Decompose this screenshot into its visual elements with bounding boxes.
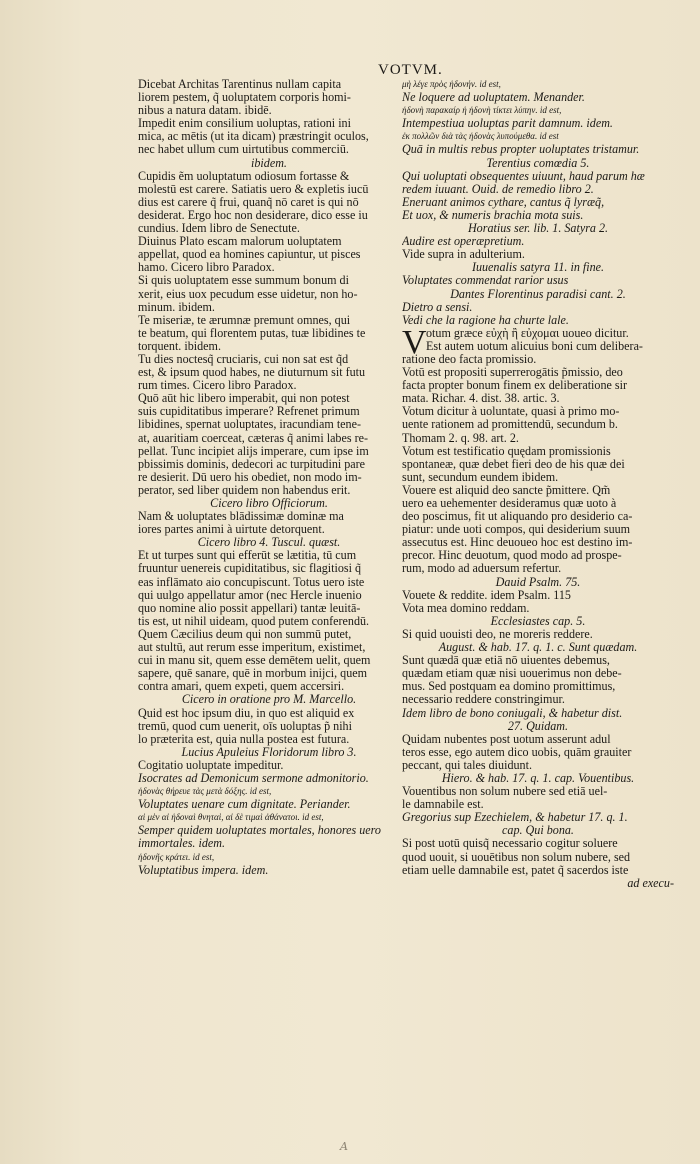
text-line: piatur: unde uoti compos, qui desiderium suum [402, 523, 631, 537]
text-line: precor. Hinc deuotum, quod modo ad prospe- [402, 549, 622, 563]
text-line: appellat, quod ea homines capiuntur, ut pisces [138, 248, 361, 262]
text-line: eas inflāmato aio concupiscunt. Totus uero iste [138, 575, 365, 589]
text-line: quod uouit, si uouētibus non solum nubere, sed [402, 850, 631, 864]
text-line: quædam etiam quæ nisi uouerimus non debe- [402, 667, 622, 681]
text-line: Est autem uotum alicuius boni cum delibera- [426, 339, 643, 353]
text-line: Idem libro de bono coniugali, & habetur dist. [402, 706, 623, 720]
right-column [402, 78, 674, 890]
text-line: otum græce εὐχὴ ἢ εὐχομαι uoueo dicitur. [426, 326, 629, 340]
text-line: Audire est operæpretium. [402, 235, 525, 249]
text-line: necessario reddere constringimur. [402, 693, 565, 707]
text-line: Vouete & reddite. idem Psalm. 115 [402, 588, 571, 602]
text-line: Terentius comœdia 5. [486, 156, 590, 170]
text-line: Iuuenalis satyra 11. in fine. [471, 261, 605, 275]
text-line: Vouentibus non solum nubere sed etiā uel- [402, 785, 608, 799]
signature-mark: A [340, 1140, 348, 1153]
text-line: Gregorius sup Ezechielem, & habetur 17. q. 1. [402, 811, 628, 825]
text-line: iores partes animi à uirtute detorquent. [138, 523, 325, 537]
left-column [138, 78, 400, 877]
text-line: deo poscimus, fit ut aliquando pro desiderio ca- [402, 510, 633, 524]
text-line: Impedit enim consilium uoluptas, rationi ini [138, 117, 351, 131]
text-line: αἱ μὲν αἱ ἡδοναὶ θνηταὶ, αἱ δὲ τιμαὶ ἀθάνατοι. id est, [138, 812, 324, 823]
text-line: pbissimis dominis, dedecori ac turpitudini pare [138, 457, 366, 471]
text-line: Tu dies noctesq̃ cruciaris, cui non sat est q̃d [138, 352, 349, 366]
text-line: Diuinus Plato escam malorum uoluptatem [138, 235, 342, 249]
text-line: Ecclesiastes cap. 5. [490, 614, 586, 628]
text-line: libidines, spernat uoluptates, iracundiam tene- [138, 418, 361, 432]
text-line: perator, sed liber quidem non habendus erit. [138, 483, 351, 497]
text-line: est, & ipsum quod habes, ne diuturnum sit futu [138, 366, 366, 380]
text-line: Quā in multis rebus propter uoluptates tristamur. [402, 143, 640, 157]
text-line: Horatius ser. lib. 1. Satyra 2. [467, 222, 609, 236]
text-line: ἐκ πολλῶν διὰ τὰς ἡδονὰς λυπούμεθα. id est [402, 131, 559, 142]
text-line: desiderat. Ergo hoc non desiderare, dico esse iu [138, 208, 368, 222]
dropcap: V [402, 323, 427, 361]
text-line: Et uox, & numeris brachia mota suis. [402, 208, 584, 222]
text-line: Intempestiua uoluptas parit damnum. idem. [402, 117, 613, 131]
text-line: peccant, qui tales diuidunt. [402, 758, 532, 772]
text-line: tis est, ut nihil uideam, quod putem conferendū. [138, 614, 370, 628]
text-line: Dietro a sensi. [402, 300, 473, 314]
text-line: Votum est testificatio quędam promissionis [402, 444, 611, 458]
text-line: Eneruant animos cythare, cantus q̃ lyræq̃, [402, 195, 605, 209]
text-line: cundius. Idem libro de Senectute. [138, 222, 300, 236]
text-line: Hiero. & hab. 17. q. 1. cap. Vouentibus. [441, 771, 635, 785]
text-line: Vedi che la ragione ha churte lale. [402, 313, 569, 327]
text-line: quo nomine alio possit appellari) tantæ leuitā- [138, 601, 361, 615]
text-line: Voluptates uenare cum dignitate. Periander. [138, 798, 351, 812]
text-line: re desierit. Dū uero his obediet, non modo im- [138, 470, 362, 484]
text-line: Quem Cæcilius deum qui non summū putet, [138, 627, 352, 641]
text-line: facta propter bonum finem ex deliberatione sir [402, 379, 627, 393]
text-line: Voluptates commendat rarior usus [402, 274, 569, 288]
text-line: minum. ibidem. [138, 300, 215, 314]
text-line: at, auaritiam coerceat, cæteras q̃ animi labes re- [138, 431, 368, 445]
text-line: Ne loquere ad uoluptatem. Menander. [402, 91, 585, 105]
text-line: xerit, eius uox pecudum esse uidetur, non ho- [138, 287, 358, 301]
text-line: uero ea uehementer desideramus quæ uoto à [402, 497, 617, 510]
text-line: Vide supra in adulterium. [402, 248, 525, 262]
text-line: redem iuuant. Ouid. de remedio libro 2. [402, 182, 594, 196]
text-line: lo præterita est, quia nulla postea est futura. [138, 732, 350, 746]
text-line: te beatum, qui florentem putas, tuæ libidines te [138, 326, 366, 340]
text-line: Cicero libro 4. Tuscul. quæst. [197, 536, 341, 550]
text-line: Si quid uouisti deo, ne moreris reddere. [402, 627, 593, 641]
text-line: Sunt quædā quæ etiā nō uiuentes debemus, [402, 654, 610, 668]
text-line: rum, modo ad aduersum refertur. [402, 562, 562, 576]
text-line: pellat. Tunc incipiet alijs imperare, cum ipse im [138, 444, 369, 458]
text-line: fruuntur uenereis cupiditatibus, sic flagitiosi q̃ [138, 562, 362, 576]
text-line: cui in manu sit, quem esse demētem uelit, quem [138, 654, 371, 668]
text-line: nibus a natura datam. ibidē. [138, 104, 272, 118]
text-line: Thomam 2. q. 98. art. 2. [402, 431, 519, 445]
text-line: qui uulgo appellatur amor (nec Hercle inuenio [138, 588, 362, 602]
text-line: uente rationem ad promittendū, secundum b. [402, 418, 618, 432]
text-line: ἡδονὰς θήρευε τὰς μετὰ δόξης. id est, [138, 786, 272, 797]
text-line: Cogitatio uoluptate impeditur. [138, 758, 284, 772]
text-line: immortales. idem. [138, 837, 226, 851]
text-line: Cicero libro Officiorum. [210, 497, 328, 510]
text-line: Si post uotū quisq̃ necessario cogitur soluere [402, 837, 618, 851]
running-head: VOTVM. [378, 62, 443, 78]
text-line: molestū est carere. Satiatis uero & expletis iucū [138, 182, 369, 196]
text-line: Isocrates ad Demonicum sermone admonitorio. [138, 771, 369, 785]
text-line: sapere, quē sanare, quē in morbum inijci, quem [138, 667, 368, 681]
text-line: Te miseriæ, te ærumnæ premunt omnes, qui [138, 313, 351, 327]
text-line: etiam uelle damnabile est, patet q̃ sacerdos iste [402, 863, 629, 877]
text-line: liorem pestem, q̃ uoluptatem corporis homi- [138, 91, 351, 105]
text-line: mica, ac mētis (ut ita dicam) præstringit oculos, [138, 130, 369, 144]
text-line: Votum dicitur à uoluntate, quasi à primo mo- [402, 405, 620, 419]
text-line: Si quis uoluptatem esse summum bonum di [138, 274, 349, 288]
text-line: teros esse, ego autem dico uobis, quām grauiter [402, 745, 632, 759]
text-line: Quidam nubentes post uotum asserunt adul [402, 732, 611, 746]
text-line: Qui uoluptati obsequentes uiuunt, haud parum hæ [402, 169, 645, 183]
text-line: assecutus est. Hinc deuoueo hoc est destino im- [402, 536, 633, 550]
text-line: le damnabile est. [402, 798, 484, 812]
text-line: Dantes Florentinus paradisi cant. 2. [450, 287, 626, 301]
text-line: 27. Quidam. [507, 719, 569, 733]
text-line: ratione deo facta promissio. [402, 352, 537, 366]
text-line: cap. Qui bona. [502, 824, 574, 838]
text-line: Cupidis ẽm uoluptatum odiosum fortasse & [138, 169, 350, 183]
text-line: suis cupiditatibus imperare? Refrenet primum [138, 405, 360, 419]
text-line: ἡδονὴ παρακαίρ ἡ ἡδονὴ τίκτει λύπην. id est, [402, 105, 562, 116]
text-line: Dicebat Architas Tarentinus nullam capita [138, 78, 342, 91]
text-line: Vouere est aliquid deo sancte p̃mittere. Qm̃ [402, 483, 611, 497]
text-line: ἡδονῆς κράτει. id est, [138, 851, 215, 862]
text-line: mus. Sed postquam ea domino promittimus, [402, 680, 616, 694]
text-line: Dauid Psalm. 75. [495, 575, 581, 589]
text-line: nec habet ullum cum uirtutibus commerciū. [138, 143, 349, 157]
text-line: Cicero in oratione pro M. Marcello. [181, 693, 357, 707]
text-line: Votū est propositi superrerogātis p̃missio, deo [402, 366, 623, 380]
text-line: Quid est hoc ipsum diu, in quo est aliquid ex [138, 706, 355, 720]
text-line: Et ut turpes sunt qui efferūt se lætitia, tū cum [138, 549, 357, 563]
text-line: rum times. Cicero libro Paradox. [138, 379, 297, 393]
text-line: sunt, secundum eundem ibidem. [402, 470, 559, 484]
text-line: August. & hab. 17. q. 1. c. Sunt quædam. [438, 641, 638, 655]
text-line: torquent. ibidem. [138, 339, 221, 353]
text-line: mata. Richar. 4. dist. 38. artic. 3. [402, 392, 560, 406]
text-line: μὴ λέγε πρὸς ἡδονήν. id est, [402, 79, 501, 89]
text-line: Lucius Apuleius Floridorum libro 3. [181, 745, 357, 759]
text-line: Quō aūt hic libero imperabit, qui non potest [138, 392, 350, 406]
text-line: Vota mea domino reddam. [402, 601, 530, 615]
text-line: Semper quidem uoluptates mortales, honores uero [138, 824, 381, 838]
text-line: hamo. Cicero libro Paradox. [138, 261, 275, 275]
text-line: dius est carere q̃ frui, quanq̃ nō caret is qui nō [138, 195, 359, 209]
text-line: aut stultū, aut rerum esse imperitum, existimet, [138, 641, 366, 655]
text-line: contra amari, quem expeti, quem accersiri. [138, 680, 345, 694]
text-line: spontaneæ, quæ debet fieri deo de his quæ dei [402, 457, 625, 471]
text-line: Voluptatibus impera. idem. [138, 863, 269, 877]
text-line: ibidem. [251, 156, 287, 170]
text-line: tremū, quod cum uenerit, oīs uoluptas p̃ nihi [138, 719, 352, 733]
text-line: ad execu- [627, 876, 674, 890]
text-line: Nam & uoluptates blādissimæ dominæ ma [138, 510, 344, 524]
